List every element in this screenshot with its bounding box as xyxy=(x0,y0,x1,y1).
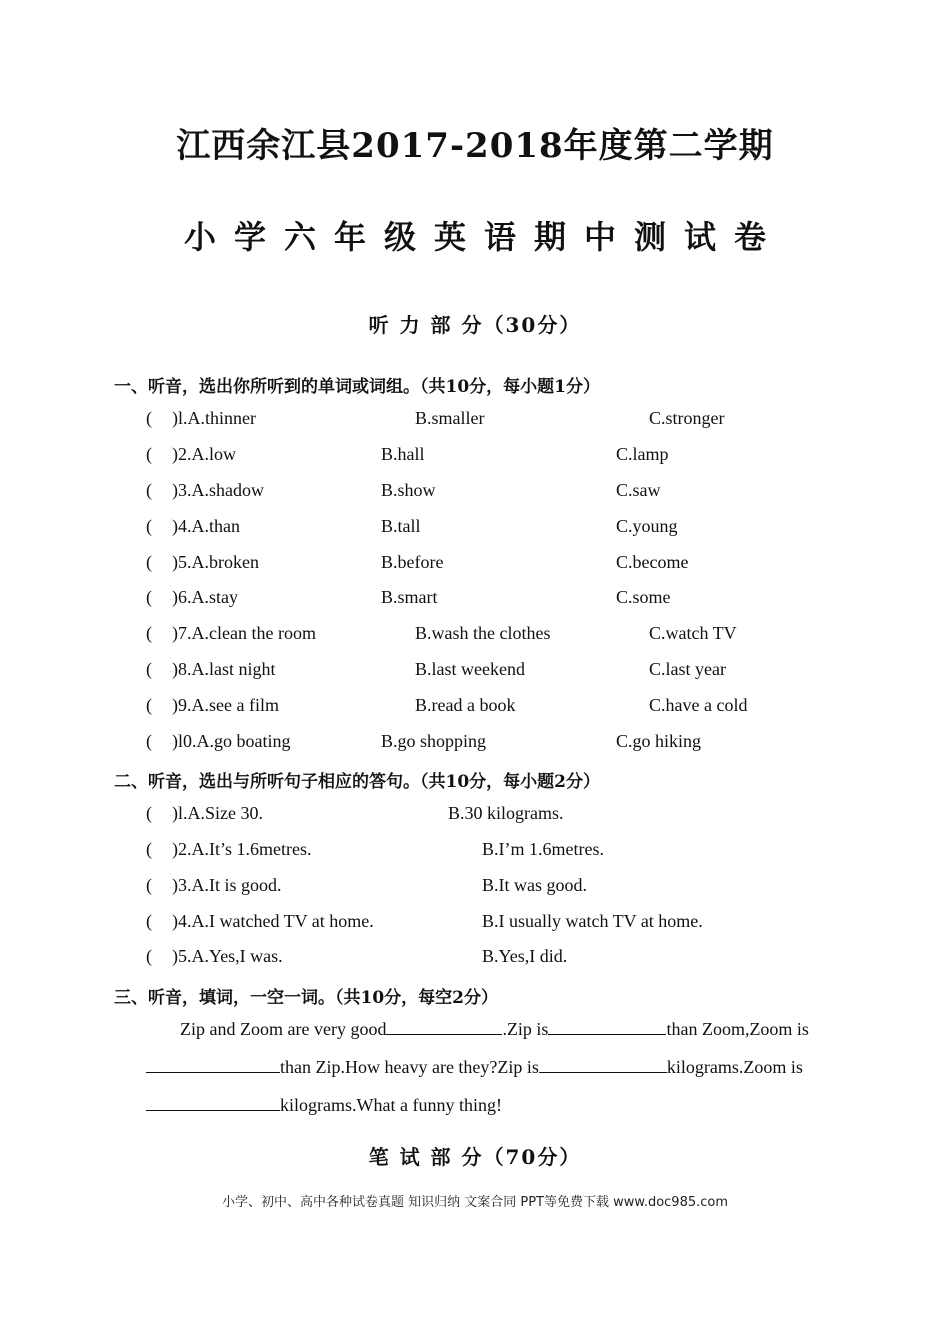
option-a: )l.A.thinner xyxy=(172,408,256,428)
option-b: B.I usually watch TV at home. xyxy=(482,911,703,931)
section2-item xyxy=(0,946,950,972)
answer-paren: ( xyxy=(146,408,152,428)
fill-text: kilograms.Zoom is xyxy=(666,1057,803,1077)
option-b: B.hall xyxy=(381,444,425,464)
answer-paren: ( xyxy=(146,875,152,895)
option-c: C.last year xyxy=(649,659,726,679)
option-a: )3.A.It is good. xyxy=(172,875,282,895)
fill-line-2 xyxy=(146,1056,803,1078)
fill-text: than Zoom,Zoom is xyxy=(666,1019,809,1039)
option-a: )5.A.broken xyxy=(172,552,259,572)
fill-blank[interactable] xyxy=(146,1094,280,1111)
answer-paren: ( xyxy=(146,587,152,607)
section1-item xyxy=(0,408,950,434)
option-a: )2.A.low xyxy=(172,444,236,464)
option-a: )7.A.clean the room xyxy=(172,623,316,643)
option-a: )l.A.Size 30. xyxy=(172,803,263,823)
option-a: )2.A.It’s 1.6metres. xyxy=(172,839,312,859)
option-b: B.It was good. xyxy=(482,875,587,895)
answer-paren: ( xyxy=(146,839,152,859)
option-b: B.Yes,I did. xyxy=(482,946,568,966)
fill-text: .Zip is xyxy=(502,1019,549,1039)
answer-paren: ( xyxy=(146,803,152,823)
fill-line-3 xyxy=(146,1094,502,1116)
section1-item xyxy=(0,552,950,578)
option-b: B.show xyxy=(381,480,436,500)
section3-heading: 三、听音，填词，一空一词。（共10分，每空2分） xyxy=(114,988,498,1008)
answer-paren: ( xyxy=(146,552,152,572)
answer-paren: ( xyxy=(146,911,152,931)
answer-paren: ( xyxy=(146,480,152,500)
section1-item xyxy=(0,623,950,649)
option-a: )6.A.stay xyxy=(172,587,238,607)
exam-title-line1: 江西余江县2017-2018年度第二学期 xyxy=(176,126,774,166)
option-c: C.stronger xyxy=(649,408,725,428)
option-c: C.have a cold xyxy=(649,695,748,715)
option-a: )8.A.last night xyxy=(172,659,276,679)
fill-text: Zip and Zoom are very good xyxy=(180,1019,387,1039)
section2-item xyxy=(0,803,950,829)
option-c: C.go hiking xyxy=(616,731,702,751)
section1-heading: 一、听音，选出你所听到的单词或词组。（共10分，每小题1分） xyxy=(114,377,600,397)
option-c: C.watch TV xyxy=(649,623,737,643)
option-c: C.lamp xyxy=(616,444,669,464)
fill-line-1 xyxy=(180,1018,809,1040)
answer-paren: ( xyxy=(146,695,152,715)
answer-paren: ( xyxy=(146,444,152,464)
section1-item xyxy=(0,516,950,542)
option-c: C.some xyxy=(616,587,671,607)
fill-text: than Zip.How heavy are they?Zip is xyxy=(280,1057,539,1077)
exam-title-line2: 小学六年级英语期中测试卷 xyxy=(183,218,784,256)
option-c: C.young xyxy=(616,516,678,536)
answer-paren: ( xyxy=(146,946,152,966)
option-b: B.last weekend xyxy=(415,659,525,679)
answer-paren: ( xyxy=(146,516,152,536)
answer-paren: ( xyxy=(146,623,152,643)
fill-blank[interactable] xyxy=(539,1056,667,1073)
section1-item xyxy=(0,444,950,470)
option-b: B.go shopping xyxy=(381,731,487,751)
option-a: )4.A.I watched TV at home. xyxy=(172,911,374,931)
fill-blank[interactable] xyxy=(146,1056,280,1073)
option-b: B.wash the clothes xyxy=(415,623,551,643)
section1-item xyxy=(0,695,950,721)
option-a: )9.A.see a film xyxy=(172,695,279,715)
option-a: )l0.A.go boating xyxy=(172,731,291,751)
answer-paren: ( xyxy=(146,659,152,679)
option-c: C.saw xyxy=(616,480,661,500)
fill-blank[interactable] xyxy=(548,1018,666,1035)
answer-paren: ( xyxy=(146,731,152,751)
option-a: )4.A.than xyxy=(172,516,240,536)
option-b: B.before xyxy=(381,552,444,572)
fill-blank[interactable] xyxy=(386,1018,502,1035)
option-b: B.smaller xyxy=(415,408,485,428)
option-b: B.30 kilograms. xyxy=(448,803,564,823)
fill-text: kilograms.What a funny thing! xyxy=(280,1095,502,1115)
section2-heading: 二、听音，选出与所听句子相应的答句。（共10分，每小题2分） xyxy=(114,772,600,792)
section1-item xyxy=(0,587,950,613)
option-b: B.tall xyxy=(381,516,421,536)
section1-item xyxy=(0,731,950,757)
option-a: )5.A.Yes,I was. xyxy=(172,946,283,966)
section2-item xyxy=(0,875,950,901)
written-part-heading: 笔 试 部 分（70分） xyxy=(368,1145,582,1169)
section2-item xyxy=(0,911,950,937)
option-c: C.become xyxy=(616,552,689,572)
listening-part-heading: 听 力 部 分（30分） xyxy=(368,313,582,337)
option-b: B.smart xyxy=(381,587,438,607)
section1-item xyxy=(0,480,950,506)
section1-item xyxy=(0,659,950,685)
section2-item xyxy=(0,839,950,865)
option-b: B.I’m 1.6metres. xyxy=(482,839,604,859)
option-a: )3.A.shadow xyxy=(172,480,264,500)
option-b: B.read a book xyxy=(415,695,516,715)
footer-note: 小学、初中、高中各种试卷真题 知识归纳 文案合同 PPT等免费下载 www.doc985.com xyxy=(221,1195,729,1210)
